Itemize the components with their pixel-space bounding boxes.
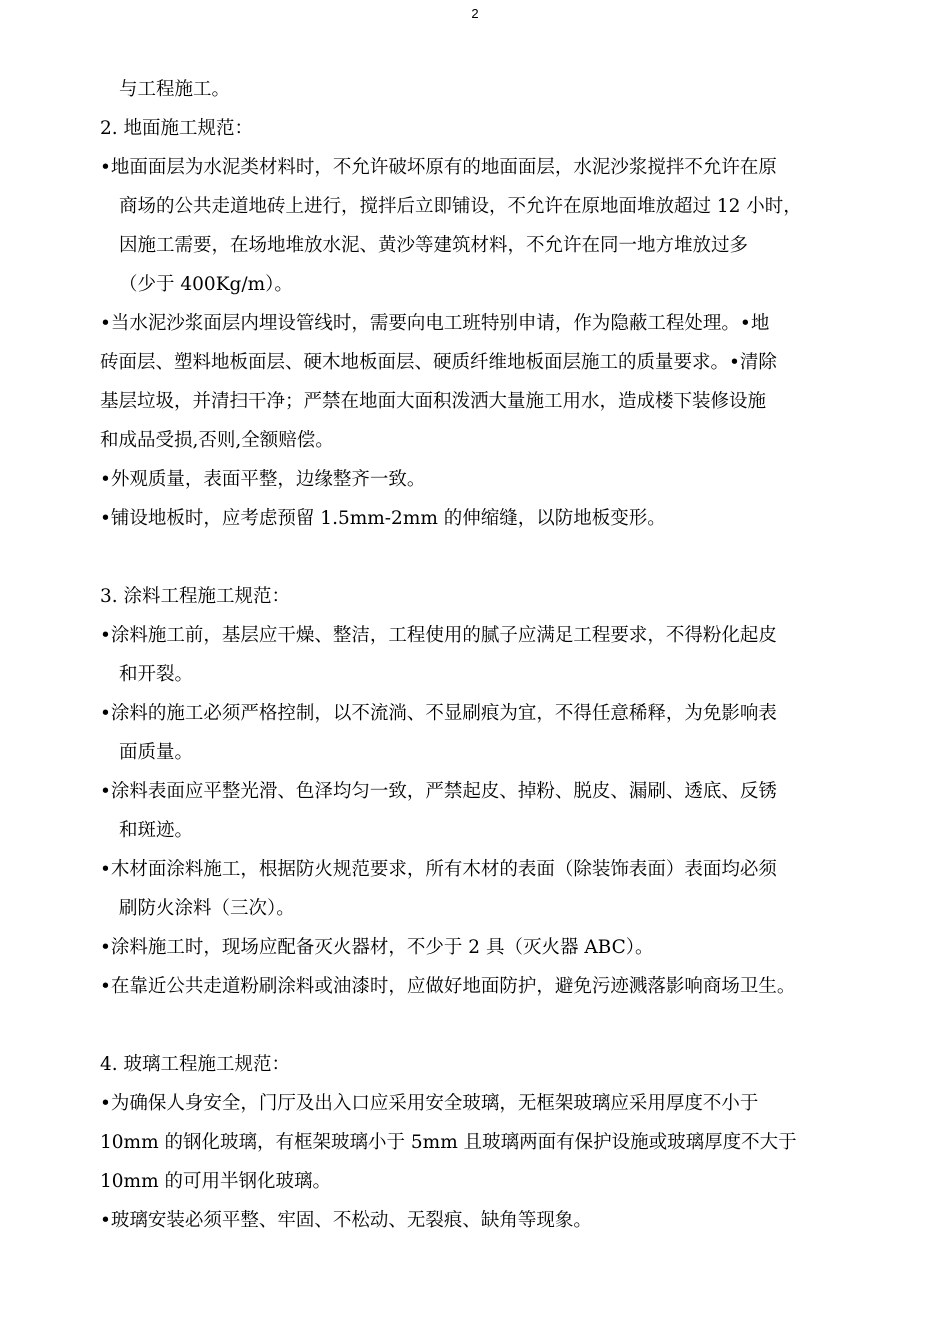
text-line: •玻璃安装必须平整、牢固、不松动、无裂痕、缺角等现象。 <box>100 1210 592 1231</box>
text-line: 2. 地面施工规范： <box>100 118 254 139</box>
text-line: •木材面涂料施工，根据防火规范要求，所有木材的表面（除装饰表面）表面均必须 <box>100 859 777 880</box>
text-line: 3. 涂料工程施工规范： <box>100 586 291 607</box>
document-body <box>100 70 860 1240</box>
text-line: （少于 400Kg/m）。 <box>119 274 293 295</box>
text-line: •铺设地板时，应考虑预留 1.5mm-2mm 的伸缩缝，以防地板变形。 <box>100 508 666 529</box>
text-line: 因施工需要，在场地堆放水泥、黄沙等建筑材料，不允许在同一地方堆放过多 <box>119 235 749 256</box>
text-line: 与工程施工。 <box>119 79 231 100</box>
text-line: •为确保人身安全，门厅及出入口应采用安全玻璃，无框架玻璃应采用厚度不小于 <box>100 1093 759 1114</box>
text-line: •涂料施工时，现场应配备灭火器材，不少于 2 具（灭火器 ABC）。 <box>100 937 654 958</box>
blank-line <box>100 1006 860 1045</box>
text-line: •涂料表面应平整光滑、色泽均匀一致，严禁起皮、掉粉、脱皮、漏刷、透底、反锈 <box>100 781 777 802</box>
text-line: 和斑迹。 <box>119 820 194 841</box>
text-line: 10mm 的可用半钢化玻璃。 <box>100 1171 332 1192</box>
text-line: 面质量。 <box>119 742 194 763</box>
text-line: 刷防火涂料（三次）。 <box>119 898 295 919</box>
blank-line <box>100 538 860 577</box>
text-line: •外观质量，表面平整，边缘整齐一致。 <box>100 469 426 490</box>
text-line: 砖面层、塑料地板面层、硬木地板面层、硬质纤维地板面层施工的质量要求。•清除 <box>100 352 777 373</box>
page-number: 2 <box>471 6 479 21</box>
text-line: 和开裂。 <box>119 664 194 685</box>
text-line: 商场的公共走道地砖上进行，搅拌后立即铺设，不允许在原地面堆放超过 12 小时， <box>119 196 802 217</box>
text-line: •涂料施工前，基层应干燥、整洁，工程使用的腻子应满足工程要求，不得粉化起皮 <box>100 625 777 646</box>
text-line: 和成品受损,否则,全额赔偿。 <box>100 430 334 451</box>
text-line: 基层垃圾，并清扫干净；严禁在地面大面积泼洒大量施工用水，造成楼下装修设施 <box>100 391 767 412</box>
text-line: 4. 玻璃工程施工规范： <box>100 1054 291 1075</box>
text-line: •地面面层为水泥类材料时，不允许破坏原有的地面面层，水泥沙浆搅拌不允许在原 <box>100 157 777 178</box>
text-line: 10mm 的钢化玻璃，有框架玻璃小于 5mm 且玻璃两面有保护设施或玻璃厚度不大于 <box>100 1132 797 1153</box>
text-line: •当水泥沙浆面层内埋设管线时，需要向电工班特别申请，作为隐蔽工程处理。•地 <box>100 313 770 334</box>
text-line: •在靠近公共走道粉刷涂料或油漆时，应做好地面防护，避免污迹溅落影响商场卫生。 <box>100 976 796 997</box>
text-line: •涂料的施工必须严格控制，以不流淌、不显刷痕为宜，不得任意稀释，为免影响表 <box>100 703 777 724</box>
